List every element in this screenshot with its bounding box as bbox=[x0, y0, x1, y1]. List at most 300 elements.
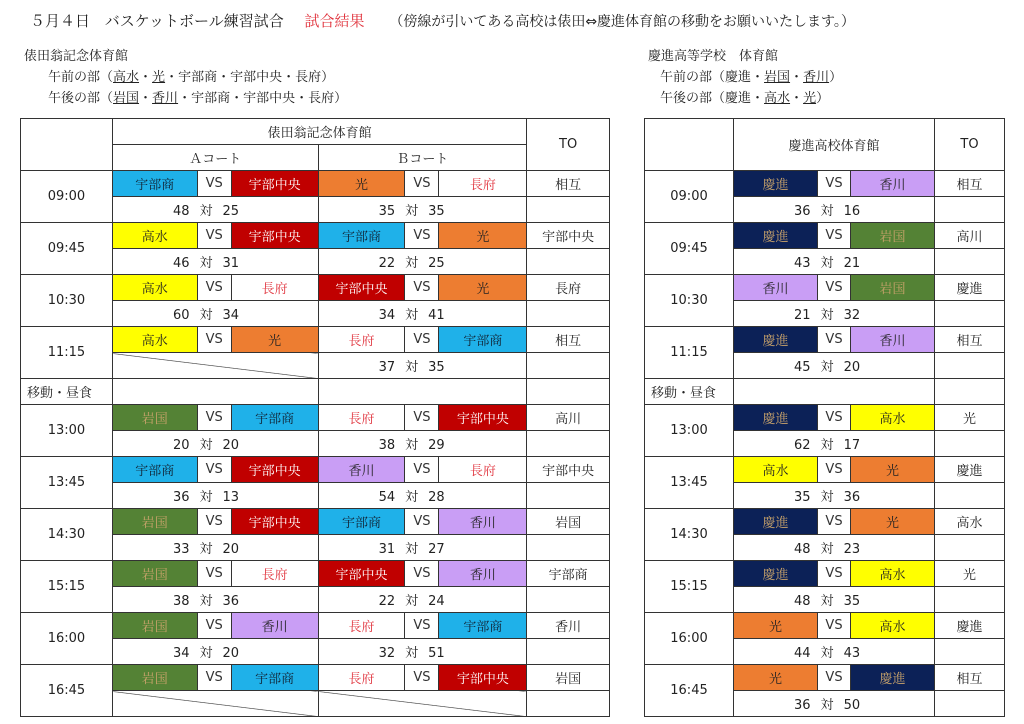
score-cell bbox=[318, 353, 527, 379]
team-cell: 長府 bbox=[231, 275, 318, 301]
team-cell: 宇部中央 bbox=[439, 665, 527, 691]
title-event: バスケットボール練習試合 bbox=[104, 12, 284, 30]
score-away: 36 bbox=[843, 490, 861, 505]
team-cell: 長府 bbox=[318, 405, 405, 431]
to-cell: 宇部中央 bbox=[527, 223, 610, 249]
team-cell: 岩国 bbox=[112, 613, 197, 639]
score-sep: 対 bbox=[199, 646, 213, 661]
score-cell bbox=[318, 249, 527, 275]
match-row bbox=[645, 613, 1005, 639]
vs-label: VS bbox=[818, 613, 851, 639]
venue-text: 慶進・ bbox=[725, 70, 765, 85]
score-cell bbox=[318, 301, 527, 327]
vs-label: VS bbox=[818, 275, 851, 301]
score-sep: 対 bbox=[820, 646, 834, 661]
venue-text: ） bbox=[829, 70, 843, 85]
vs-label: VS bbox=[818, 171, 851, 197]
empty-cell bbox=[318, 379, 527, 405]
team-cell: 宇部中央 bbox=[318, 275, 405, 301]
team-cell: 高水 bbox=[851, 613, 935, 639]
empty-cell bbox=[527, 639, 610, 665]
team-cell: 宇部商 bbox=[439, 613, 527, 639]
empty-cell bbox=[527, 431, 610, 457]
team-cell: 長府 bbox=[318, 327, 405, 353]
empty-cell bbox=[935, 197, 1005, 223]
title-date: ５月４日 bbox=[30, 12, 91, 30]
venue-right-am bbox=[648, 67, 842, 88]
to-cell: 相互 bbox=[527, 171, 610, 197]
score-away: 20 bbox=[222, 542, 240, 557]
time-cell: 15:15 bbox=[21, 561, 113, 613]
score-sep: 対 bbox=[405, 490, 419, 505]
match-row bbox=[21, 327, 610, 353]
team-cell: 高水 bbox=[851, 561, 935, 587]
match-row bbox=[21, 457, 610, 483]
time-cell: 14:30 bbox=[21, 509, 113, 561]
to-cell: 相互 bbox=[935, 327, 1005, 353]
score-cell bbox=[112, 197, 318, 223]
score-cell bbox=[734, 353, 935, 379]
venue-right-name: 慶進高等学校 体育館 bbox=[648, 49, 779, 64]
team-cell: 長府 bbox=[231, 561, 318, 587]
team-cell: 慶進 bbox=[734, 327, 818, 353]
score-home: 45 bbox=[794, 360, 811, 375]
time-cell: 10:30 bbox=[21, 275, 113, 327]
match-row bbox=[645, 275, 1005, 301]
empty-cell bbox=[935, 639, 1005, 665]
score-home: 35 bbox=[794, 490, 811, 505]
match-row bbox=[645, 561, 1005, 587]
score-home: 60 bbox=[172, 308, 190, 323]
time-cell: 11:15 bbox=[645, 327, 734, 379]
vs-label: VS bbox=[818, 223, 851, 249]
vs-label: VS bbox=[197, 405, 231, 431]
score-home: 44 bbox=[794, 646, 811, 661]
to-cell: 高川 bbox=[527, 405, 610, 431]
score-cell bbox=[112, 483, 318, 509]
score-away: 43 bbox=[843, 646, 861, 661]
vs-label: VS bbox=[405, 171, 439, 197]
score-away: 32 bbox=[843, 308, 861, 323]
team-cell: 光 bbox=[439, 223, 527, 249]
left-schedule-table bbox=[20, 118, 610, 717]
score-sep: 対 bbox=[405, 438, 419, 453]
no-score-cell bbox=[112, 691, 318, 717]
team-cell: 光 bbox=[439, 275, 527, 301]
team-cell: 慶進 bbox=[734, 561, 818, 587]
team-cell: 光 bbox=[231, 327, 318, 353]
score-sep: 対 bbox=[405, 256, 419, 271]
team-cell: 岩国 bbox=[851, 275, 935, 301]
team-cell: 光 bbox=[734, 613, 818, 639]
score-home: 38 bbox=[172, 594, 190, 609]
score-away: 13 bbox=[222, 490, 240, 505]
empty-cell bbox=[527, 483, 610, 509]
team-cell: 香川 bbox=[851, 171, 935, 197]
score-home: 36 bbox=[794, 204, 811, 219]
score-sep: 対 bbox=[405, 542, 419, 557]
score-sep: 対 bbox=[820, 698, 834, 713]
score-home: 43 bbox=[794, 256, 811, 271]
school-moving: 光 bbox=[803, 91, 817, 106]
team-cell: 岩国 bbox=[112, 665, 197, 691]
score-away: 28 bbox=[428, 490, 445, 505]
score-home: 36 bbox=[794, 698, 811, 713]
team-cell: 宇部商 bbox=[231, 405, 318, 431]
vs-label: VS bbox=[405, 405, 439, 431]
vs-label: VS bbox=[405, 509, 439, 535]
vs-label: VS bbox=[405, 327, 439, 353]
score-cell bbox=[112, 431, 318, 457]
score-home: 54 bbox=[378, 490, 396, 505]
time-cell: 16:00 bbox=[645, 613, 734, 665]
to-cell: 相互 bbox=[935, 665, 1005, 691]
empty-cell bbox=[734, 379, 935, 405]
team-cell: 光 bbox=[734, 665, 818, 691]
team-cell: 宇部中央 bbox=[231, 171, 318, 197]
title-note: （傍線が引いてある高校は俵田⇔慶進体育館の移動をお願いいたします。） bbox=[389, 14, 855, 30]
team-cell: 香川 bbox=[318, 457, 405, 483]
team-cell: 宇部中央 bbox=[231, 457, 318, 483]
team-cell: 慶進 bbox=[734, 509, 818, 535]
score-away: 21 bbox=[843, 256, 861, 271]
team-cell: 宇部商 bbox=[439, 327, 527, 353]
time-cell: 11:15 bbox=[21, 327, 113, 379]
team-cell: 香川 bbox=[851, 327, 935, 353]
team-cell: 宇部中央 bbox=[318, 561, 405, 587]
team-cell: 慶進 bbox=[851, 665, 935, 691]
vs-label: VS bbox=[197, 275, 231, 301]
score-home: 48 bbox=[794, 594, 811, 609]
score-cell bbox=[318, 483, 527, 509]
match-row bbox=[645, 327, 1005, 353]
empty-cell bbox=[527, 353, 610, 379]
score-cell bbox=[734, 639, 935, 665]
score-cell bbox=[318, 197, 527, 223]
to-cell: 相互 bbox=[935, 171, 1005, 197]
score-cell bbox=[112, 301, 318, 327]
empty-cell bbox=[527, 691, 610, 717]
team-cell: 宇部中央 bbox=[231, 223, 318, 249]
score-cell bbox=[318, 639, 527, 665]
team-cell: 長府 bbox=[439, 457, 527, 483]
team-cell: 高水 bbox=[112, 327, 197, 353]
team-cell: 香川 bbox=[439, 509, 527, 535]
score-sep: 対 bbox=[199, 308, 213, 323]
empty-cell bbox=[527, 379, 610, 405]
score-home: 32 bbox=[378, 646, 396, 661]
team-cell: 慶進 bbox=[734, 405, 818, 431]
score-sep: 対 bbox=[405, 594, 419, 609]
no-score-cell bbox=[112, 353, 318, 379]
score-cell bbox=[318, 535, 527, 561]
school-moving: 香川 bbox=[152, 91, 179, 106]
score-cell bbox=[734, 691, 935, 717]
to-cell: 高川 bbox=[935, 223, 1005, 249]
lunch-label: 移動・昼食 bbox=[21, 379, 113, 405]
vs-label: VS bbox=[405, 665, 439, 691]
score-sep: 対 bbox=[820, 490, 834, 505]
venue-left-pm bbox=[24, 88, 347, 109]
venue-text: ・宇部商・宇部中央・長府） bbox=[165, 70, 335, 85]
match-row bbox=[21, 405, 610, 431]
lunch-row bbox=[645, 379, 1005, 405]
score-away: 29 bbox=[428, 438, 445, 453]
to-cell: 高水 bbox=[935, 509, 1005, 535]
empty-cell bbox=[527, 249, 610, 275]
team-cell: 光 bbox=[318, 171, 405, 197]
time-cell: 14:30 bbox=[645, 509, 734, 561]
empty-cell bbox=[935, 379, 1005, 405]
score-sep: 対 bbox=[199, 594, 213, 609]
score-away: 31 bbox=[222, 256, 240, 271]
score-away: 20 bbox=[222, 646, 240, 661]
match-row bbox=[645, 665, 1005, 691]
team-cell: 岩国 bbox=[112, 405, 197, 431]
team-cell: 岩国 bbox=[112, 509, 197, 535]
vs-label: VS bbox=[818, 509, 851, 535]
score-cell bbox=[112, 535, 318, 561]
score-home: 34 bbox=[378, 308, 396, 323]
team-cell: 長府 bbox=[439, 171, 527, 197]
score-home: 31 bbox=[378, 542, 396, 557]
court-b-header: Ｂコート bbox=[318, 145, 527, 171]
score-away: 16 bbox=[843, 204, 861, 219]
score-home: 46 bbox=[172, 256, 190, 271]
team-cell: 岩国 bbox=[112, 561, 197, 587]
score-sep: 対 bbox=[405, 308, 419, 323]
match-row bbox=[645, 509, 1005, 535]
venue-text: ・ bbox=[139, 91, 153, 106]
to-cell: 相互 bbox=[527, 327, 610, 353]
team-cell: 長府 bbox=[318, 613, 405, 639]
match-row bbox=[21, 509, 610, 535]
score-home: 48 bbox=[794, 542, 811, 557]
team-cell: 高水 bbox=[112, 275, 197, 301]
school-moving: 高水 bbox=[113, 70, 140, 85]
time-cell: 15:15 bbox=[645, 561, 734, 613]
team-cell: 香川 bbox=[231, 613, 318, 639]
vs-label: VS bbox=[405, 457, 439, 483]
venue-left-name: 俵田翁記念体育館 bbox=[24, 49, 129, 64]
court-a-header: Ａコート bbox=[112, 145, 318, 171]
match-row bbox=[645, 223, 1005, 249]
score-cell bbox=[318, 587, 527, 613]
team-cell: 高水 bbox=[851, 405, 935, 431]
time-cell: 16:00 bbox=[21, 613, 113, 665]
team-cell: 岩国 bbox=[851, 223, 935, 249]
score-cell bbox=[734, 483, 935, 509]
team-cell: 慶進 bbox=[734, 223, 818, 249]
empty-cell bbox=[112, 379, 318, 405]
corner-cell bbox=[21, 119, 113, 171]
school-moving: 岩国 bbox=[113, 91, 140, 106]
lunch-label: 移動・昼食 bbox=[645, 379, 734, 405]
team-cell: 光 bbox=[851, 457, 935, 483]
score-away: 23 bbox=[843, 542, 861, 557]
team-cell: 高水 bbox=[734, 457, 818, 483]
match-row bbox=[645, 171, 1005, 197]
school-moving: 香川 bbox=[803, 70, 830, 85]
vs-label: VS bbox=[197, 665, 231, 691]
vs-label: VS bbox=[818, 327, 851, 353]
empty-cell bbox=[527, 301, 610, 327]
match-row bbox=[21, 561, 610, 587]
match-row bbox=[645, 405, 1005, 431]
score-sep: 対 bbox=[199, 256, 213, 271]
gym-header: 慶進高校体育館 bbox=[734, 119, 935, 171]
time-cell: 13:00 bbox=[21, 405, 113, 457]
score-cell bbox=[112, 249, 318, 275]
score-away: 20 bbox=[843, 360, 861, 375]
team-cell: 宇部中央 bbox=[231, 509, 318, 535]
score-away: 41 bbox=[428, 308, 445, 323]
score-cell bbox=[734, 301, 935, 327]
team-cell: 宇部中央 bbox=[439, 405, 527, 431]
vs-label: VS bbox=[197, 613, 231, 639]
team-cell: 宇部商 bbox=[318, 509, 405, 535]
vs-label: VS bbox=[197, 561, 231, 587]
vs-label: VS bbox=[405, 275, 439, 301]
empty-cell bbox=[935, 249, 1005, 275]
team-cell: 高水 bbox=[112, 223, 197, 249]
vs-label: VS bbox=[405, 613, 439, 639]
match-row bbox=[645, 457, 1005, 483]
to-cell: 慶進 bbox=[935, 613, 1005, 639]
score-away: 35 bbox=[843, 594, 861, 609]
score-sep: 対 bbox=[405, 646, 419, 661]
match-row bbox=[21, 613, 610, 639]
school-moving: 高水 bbox=[764, 91, 791, 106]
score-away: 34 bbox=[222, 308, 240, 323]
vs-label: VS bbox=[818, 665, 851, 691]
school-moving: 光 bbox=[152, 70, 166, 85]
to-header: TO bbox=[527, 119, 610, 171]
to-cell: 光 bbox=[935, 405, 1005, 431]
score-away: 51 bbox=[428, 646, 445, 661]
team-cell: 慶進 bbox=[734, 171, 818, 197]
to-cell: 香川 bbox=[527, 613, 610, 639]
score-sep: 対 bbox=[199, 204, 213, 219]
score-away: 17 bbox=[843, 438, 861, 453]
score-sep: 対 bbox=[820, 594, 834, 609]
to-cell: 長府 bbox=[527, 275, 610, 301]
time-cell: 13:45 bbox=[21, 457, 113, 509]
score-cell bbox=[734, 249, 935, 275]
score-home: 20 bbox=[172, 438, 190, 453]
time-cell: 09:00 bbox=[645, 171, 734, 223]
venue-right-pm bbox=[648, 88, 842, 109]
to-header: TO bbox=[935, 119, 1005, 171]
score-cell bbox=[112, 639, 318, 665]
score-home: 21 bbox=[794, 308, 811, 323]
score-home: 34 bbox=[172, 646, 190, 661]
score-sep: 対 bbox=[199, 490, 213, 505]
team-cell: 光 bbox=[851, 509, 935, 535]
vs-label: VS bbox=[818, 405, 851, 431]
right-schedule-table bbox=[644, 118, 1005, 717]
venue-text: 慶進・ bbox=[725, 91, 765, 106]
score-cell bbox=[734, 197, 935, 223]
score-home: 38 bbox=[378, 438, 396, 453]
score-sep: 対 bbox=[199, 438, 213, 453]
venue-right-info bbox=[648, 46, 842, 109]
to-cell: 岩国 bbox=[527, 509, 610, 535]
score-sep: 対 bbox=[199, 542, 213, 557]
to-cell: 慶進 bbox=[935, 275, 1005, 301]
venue-left-info bbox=[24, 46, 347, 109]
school-moving: 岩国 bbox=[764, 70, 791, 85]
no-score-cell bbox=[318, 691, 527, 717]
score-sep: 対 bbox=[405, 204, 419, 219]
to-cell: 宇部商 bbox=[527, 561, 610, 587]
empty-cell bbox=[935, 353, 1005, 379]
score-away: 27 bbox=[428, 542, 445, 557]
empty-cell bbox=[935, 301, 1005, 327]
venue-text: ・ bbox=[139, 70, 153, 85]
score-home: 37 bbox=[378, 360, 396, 375]
empty-cell bbox=[935, 587, 1005, 613]
score-away: 25 bbox=[222, 204, 240, 219]
vs-label: VS bbox=[818, 457, 851, 483]
empty-cell bbox=[527, 535, 610, 561]
time-cell: 09:45 bbox=[645, 223, 734, 275]
time-cell: 16:45 bbox=[645, 665, 734, 717]
empty-cell bbox=[935, 483, 1005, 509]
team-cell: 宇部商 bbox=[231, 665, 318, 691]
venue-text: ・ bbox=[790, 70, 804, 85]
vs-label: VS bbox=[818, 561, 851, 587]
score-away: 36 bbox=[222, 594, 240, 609]
score-away: 50 bbox=[843, 698, 861, 713]
pm-label: 午後の部（ bbox=[660, 91, 726, 106]
am-label: 午前の部（ bbox=[48, 70, 114, 85]
vs-label: VS bbox=[405, 223, 439, 249]
to-cell: 慶進 bbox=[935, 457, 1005, 483]
score-sep: 対 bbox=[820, 308, 834, 323]
team-cell: 宇部商 bbox=[112, 171, 197, 197]
time-cell: 13:00 bbox=[645, 405, 734, 457]
score-home: 22 bbox=[378, 594, 396, 609]
time-cell: 10:30 bbox=[645, 275, 734, 327]
empty-cell bbox=[935, 691, 1005, 717]
to-cell: 光 bbox=[935, 561, 1005, 587]
team-cell: 宇部商 bbox=[112, 457, 197, 483]
score-away: 35 bbox=[428, 360, 445, 375]
match-row bbox=[21, 275, 610, 301]
score-sep: 対 bbox=[820, 438, 834, 453]
match-row bbox=[21, 223, 610, 249]
match-row bbox=[21, 665, 610, 691]
score-sep: 対 bbox=[820, 256, 834, 271]
title-result: 試合結果 bbox=[304, 12, 365, 30]
pm-label: 午後の部（ bbox=[48, 91, 114, 106]
vs-label: VS bbox=[405, 561, 439, 587]
venue-text: ） bbox=[816, 91, 830, 106]
score-cell bbox=[734, 431, 935, 457]
am-label: 午前の部（ bbox=[660, 70, 726, 85]
empty-cell bbox=[527, 587, 610, 613]
score-home: 36 bbox=[172, 490, 190, 505]
score-home: 62 bbox=[794, 438, 811, 453]
venue-left-am bbox=[24, 67, 347, 88]
empty-cell bbox=[935, 431, 1005, 457]
score-sep: 対 bbox=[820, 542, 834, 557]
team-cell: 長府 bbox=[318, 665, 405, 691]
score-sep: 対 bbox=[405, 360, 419, 375]
score-away: 25 bbox=[428, 256, 445, 271]
team-cell: 香川 bbox=[439, 561, 527, 587]
